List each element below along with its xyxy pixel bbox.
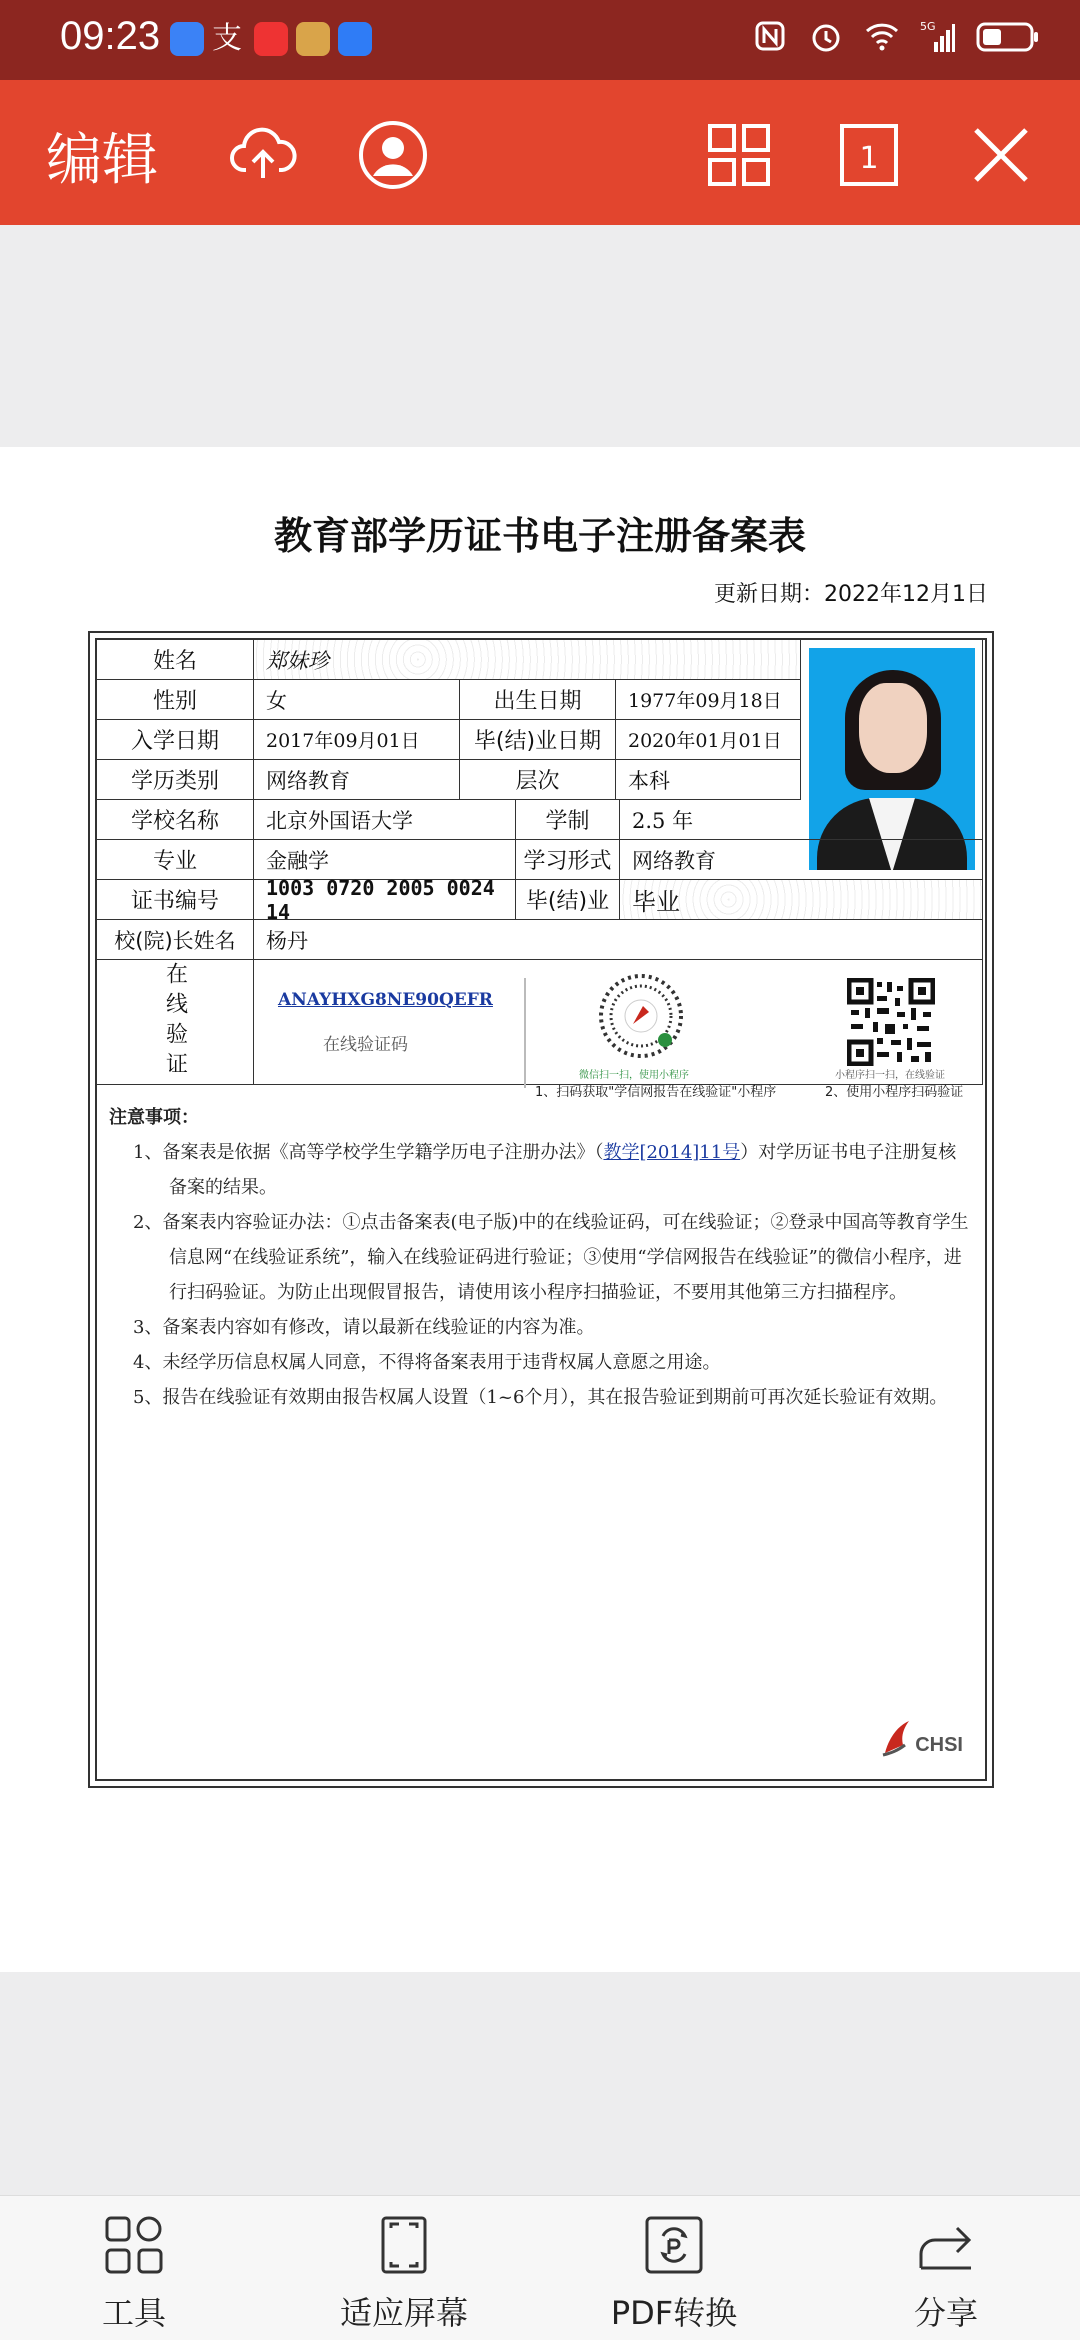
edu-type-label: 学历类别 [97, 760, 254, 800]
pdf-convert-icon [643, 2214, 705, 2276]
battery-icon [976, 18, 1040, 54]
chsi-bird-icon [881, 1717, 911, 1757]
verify-code-caption: 在线验证码 [323, 1035, 408, 1055]
close-icon[interactable] [966, 120, 1036, 190]
qr-code-icon[interactable] [847, 978, 935, 1066]
game-app-icon [296, 22, 330, 56]
wifi-icon [864, 18, 900, 54]
edu-type-value: 网络教育 [254, 760, 460, 800]
name-value: 郑妹珍 [254, 640, 801, 680]
birth-value: 1977年09月18日 [616, 680, 801, 720]
fit-screen-icon [373, 2214, 435, 2276]
note-2: 2、备案表内容验证办法：①点击备案表(电子版)中的在线验证码，可在线验证；②登录中国高等教育学生信息网“在线验证系统”，输入在线验证码进行验证；③使用“学信网报告在线验证”的微信小程序，进行扫码验证。为防止出现假冒报告，请使用该小程序扫描验证，不要用其他第三方扫描程序。 [133, 1212, 969, 1303]
toolbar [0, 80, 1080, 225]
name-label: 姓名 [97, 640, 254, 680]
registration-form [88, 631, 994, 1788]
alarm-icon [808, 18, 844, 54]
notes-title: 注意事项： [109, 1107, 199, 1128]
note-4: 4、未经学历信息权属人同意，不得将备案表用于违背权属人意愿之用途。 [133, 1352, 721, 1373]
notes-section [109, 1100, 969, 1415]
chsi-logo-text: CHSI [915, 1734, 963, 1756]
birth-label: 出生日期 [460, 680, 616, 720]
school-value: 北京外国语大学 [254, 800, 516, 840]
tools-icon [103, 2214, 165, 2276]
gender-label: 性别 [97, 680, 254, 720]
verify-label: 在线验证 [97, 960, 254, 1085]
president-value: 杨丹 [254, 920, 983, 960]
grad-status-label: 毕(结)业 [516, 880, 620, 920]
qr2-hint: 小程序扫一扫，在线验证 [835, 1070, 945, 1081]
share-button[interactable] [846, 2214, 1046, 2334]
update-date: 更新日期：2022年12月1日 [714, 582, 988, 607]
cloud-app-icon [170, 22, 204, 56]
note-1 [121, 1135, 969, 1205]
cert-no-label: 证书编号 [97, 880, 254, 920]
pdf-convert-button[interactable] [574, 2214, 774, 2334]
study-form-value: 网络教育 [620, 840, 983, 880]
verify-divider [524, 978, 526, 1088]
share-icon [915, 2214, 977, 2276]
gender-value: 女 [254, 680, 460, 720]
qr1-hint: 微信扫一扫，使用小程序 [579, 1070, 689, 1081]
pdf-convert-label: PDF转换 [610, 2294, 738, 2332]
page-count-icon[interactable] [834, 120, 904, 190]
school-label: 学校名称 [97, 800, 254, 840]
duration-value: 2.5 年 [620, 800, 983, 840]
president-label: 校(院)长姓名 [97, 920, 254, 960]
major-label: 专业 [97, 840, 254, 880]
major-value: 金融学 [254, 840, 516, 880]
feishu-app-icon [338, 22, 372, 56]
grad-status-value: 毕业 [620, 880, 983, 920]
edit-button[interactable]: 编辑 [46, 128, 158, 193]
grid-view-icon[interactable] [704, 120, 774, 190]
qr2-caption: 2、使用小程序扫码验证 [825, 1085, 964, 1100]
grad-value: 2020年01月01日 [616, 720, 801, 760]
level-value: 本科 [616, 760, 801, 800]
bottom-bar [0, 2195, 1080, 2340]
cert-no-value: 1003 0720 2005 0024 14 [254, 880, 516, 920]
nfc-icon [752, 18, 788, 54]
signal-icon [920, 18, 956, 54]
toutiao-app-icon [254, 22, 288, 56]
account-icon[interactable] [358, 120, 428, 190]
grad-label: 毕(结)业日期 [460, 720, 616, 760]
tools-button[interactable] [34, 2214, 234, 2334]
wechat-miniprogram-qr-icon[interactable] [599, 974, 683, 1058]
svg-text:1: 1 [859, 141, 879, 176]
tools-label: 工具 [101, 2294, 166, 2332]
svg-text:5G: 5G [920, 20, 936, 33]
status-time: 09:23 [60, 14, 161, 58]
enroll-value: 2017年09月01日 [254, 720, 460, 760]
document-title: 教育部学历证书电子注册备案表 [273, 514, 806, 558]
alipay-app-icon: 支 [212, 21, 242, 56]
study-form-label: 学习形式 [516, 840, 620, 880]
verify-code-link[interactable]: ANAYHXG8NE90QEFR [278, 990, 493, 1010]
document-page [0, 447, 1080, 1972]
qr1-caption: 1、扫码获取"学信网报告在线验证"小程序 [535, 1085, 777, 1100]
policy-link[interactable]: 教学[2014]11号 [603, 1142, 741, 1163]
note-1-text-b: ）对学历证书电子注册复核备案的结果。 [169, 1142, 957, 1198]
chsi-logo [881, 1717, 963, 1757]
share-label: 分享 [913, 2294, 978, 2332]
fit-screen-label: 适应屏幕 [339, 2294, 468, 2332]
cloud-upload-icon[interactable] [228, 120, 298, 190]
fit-screen-button[interactable] [304, 2214, 504, 2334]
level-label: 层次 [460, 760, 616, 800]
enroll-label: 入学日期 [97, 720, 254, 760]
status-bar [0, 0, 1080, 80]
note-5: 5、报告在线验证有效期由报告权属人设置（1~6个月），其在报告验证到期前可再次延长验证有效期。 [133, 1387, 948, 1408]
duration-label: 学制 [516, 800, 620, 840]
note-1-text-a: 1、备案表是依据《高等学校学生学籍学历电子注册办法》（ [133, 1142, 604, 1163]
note-3: 3、备案表内容如有修改，请以最新在线验证的内容为准。 [133, 1317, 595, 1338]
